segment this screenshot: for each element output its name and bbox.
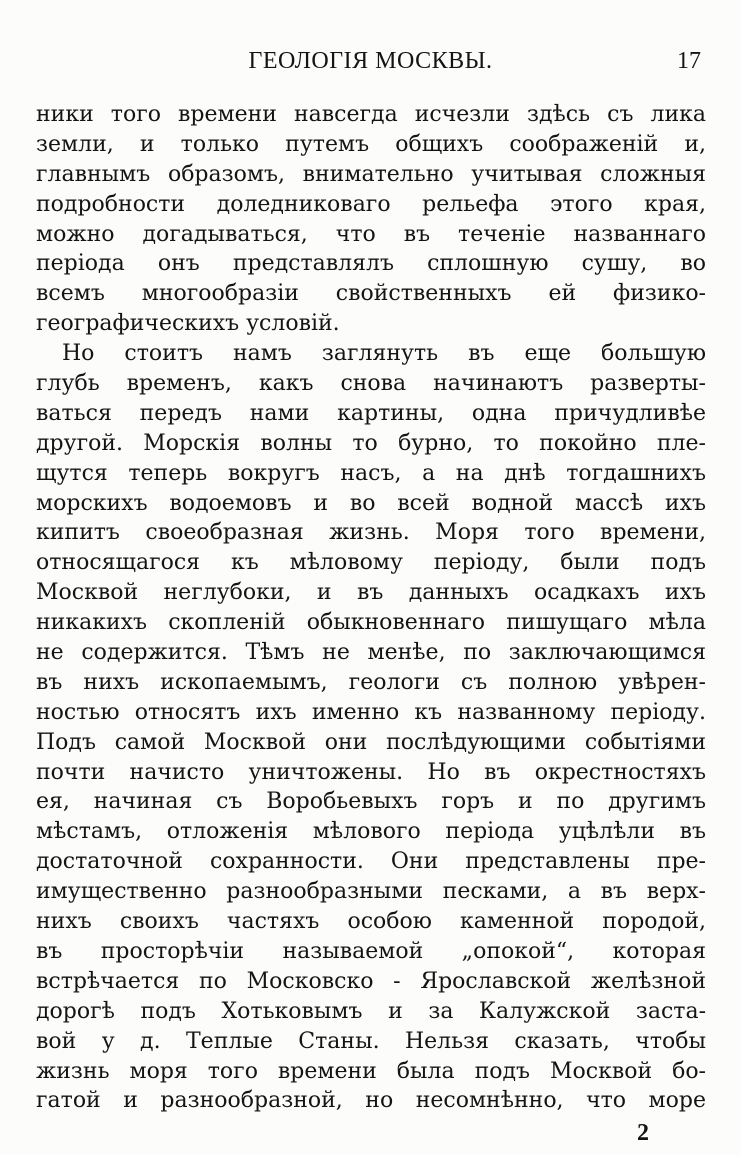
text-line: въ нихъ ископаемымъ, геологи съ полною увѣрен- [36,669,706,695]
text-line: достаточной сохранности. Они представлены пре- [36,849,706,875]
text-line: жизнь моря того времени была подъ Москвой бо- [36,1058,706,1084]
text-line: относящагося къ мѣловому періоду, были подъ [36,550,706,576]
running-title: ГЕОЛОГІЯ МОСКВЫ. [248,48,493,74]
text-line: кипитъ своеобразная жизнь. Моря того времени, [36,520,706,546]
text-line: ностью относятъ ихъ именно къ названному періоду. [36,699,706,725]
text-line: ея, начиная съ Воробьевыхъ горъ и по другимъ [36,789,706,815]
text-line: нихъ своихъ частяхъ особою каменной породой, [36,909,706,935]
text-line: географическихъ условій. [36,311,340,337]
text-line: можно догадываться, что въ теченіе названнаго [36,221,706,247]
text-line: мѣстамъ, отложенія мѣлового періода уцѣлѣли въ [36,819,706,845]
body-text [36,100,706,1116]
text-line: глубь временъ, какъ снова начинаютъ разверты- [36,371,706,397]
text-line: періода онъ представлялъ сплошную сушу, во [36,251,706,277]
text-line: ники того времени навсегда исчезли здѣсь съ лика [36,102,706,127]
text-line: дорогѣ подъ Хотьковымъ и за Калужской заста- [36,998,706,1024]
signature-mark: 2 [637,1120,649,1146]
text-line: почти начисто уничтожены. Но въ окрестностяхъ [36,759,706,785]
text-line: подробности доледниковаго рельефа этого края, [36,191,706,217]
text-line: въ просторѣчіи называемой „опокой“, которая [36,938,706,964]
text-line: вой у д. Теплые Станы. Нельзя сказать, чтобы [36,1028,706,1054]
text-line: имущественно разнообразными песками, а въ верх- [36,879,706,905]
text-line: всемъ многообразіи свойственныхъ ей физико- [36,281,706,307]
paragraph-start-line: Но стоитъ намъ заглянуть въ еще большую [62,341,706,367]
text-line: Подъ самой Москвой они послѣдующими событіями [36,729,706,755]
text-line: главнымъ образомъ, внимательно учитывая сложныя [36,161,706,187]
text-line: земли, и только путемъ общихъ соображеній и, [36,131,706,157]
page-number: 17 [677,48,701,74]
text-line: щутся теперь вокругъ насъ, а на днѣ тогдашнихъ [36,460,706,486]
text-line: никакихъ скопленій обыкновеннаго пишущаго мѣла [36,610,706,636]
text-line: морскихъ водоемовъ и во всей водной массѣ ихъ [36,490,706,516]
text-line: не содержится. Тѣмъ не менѣе, по заключающимся [36,640,706,666]
text-line: другой. Морскія волны то бурно, то покойно пле- [36,430,706,456]
text-line: Москвой неглубоки, и въ данныхъ осадкахъ ихъ [36,580,706,606]
text-line: гатой и разнообразной, но несомнѣнно, что море [36,1088,706,1114]
text-line: встрѣчается по Московско - Ярославской желѣзной [36,968,706,994]
running-head [0,44,741,80]
text-line: ваться передъ нами картины, одна причудливѣе [36,400,706,426]
